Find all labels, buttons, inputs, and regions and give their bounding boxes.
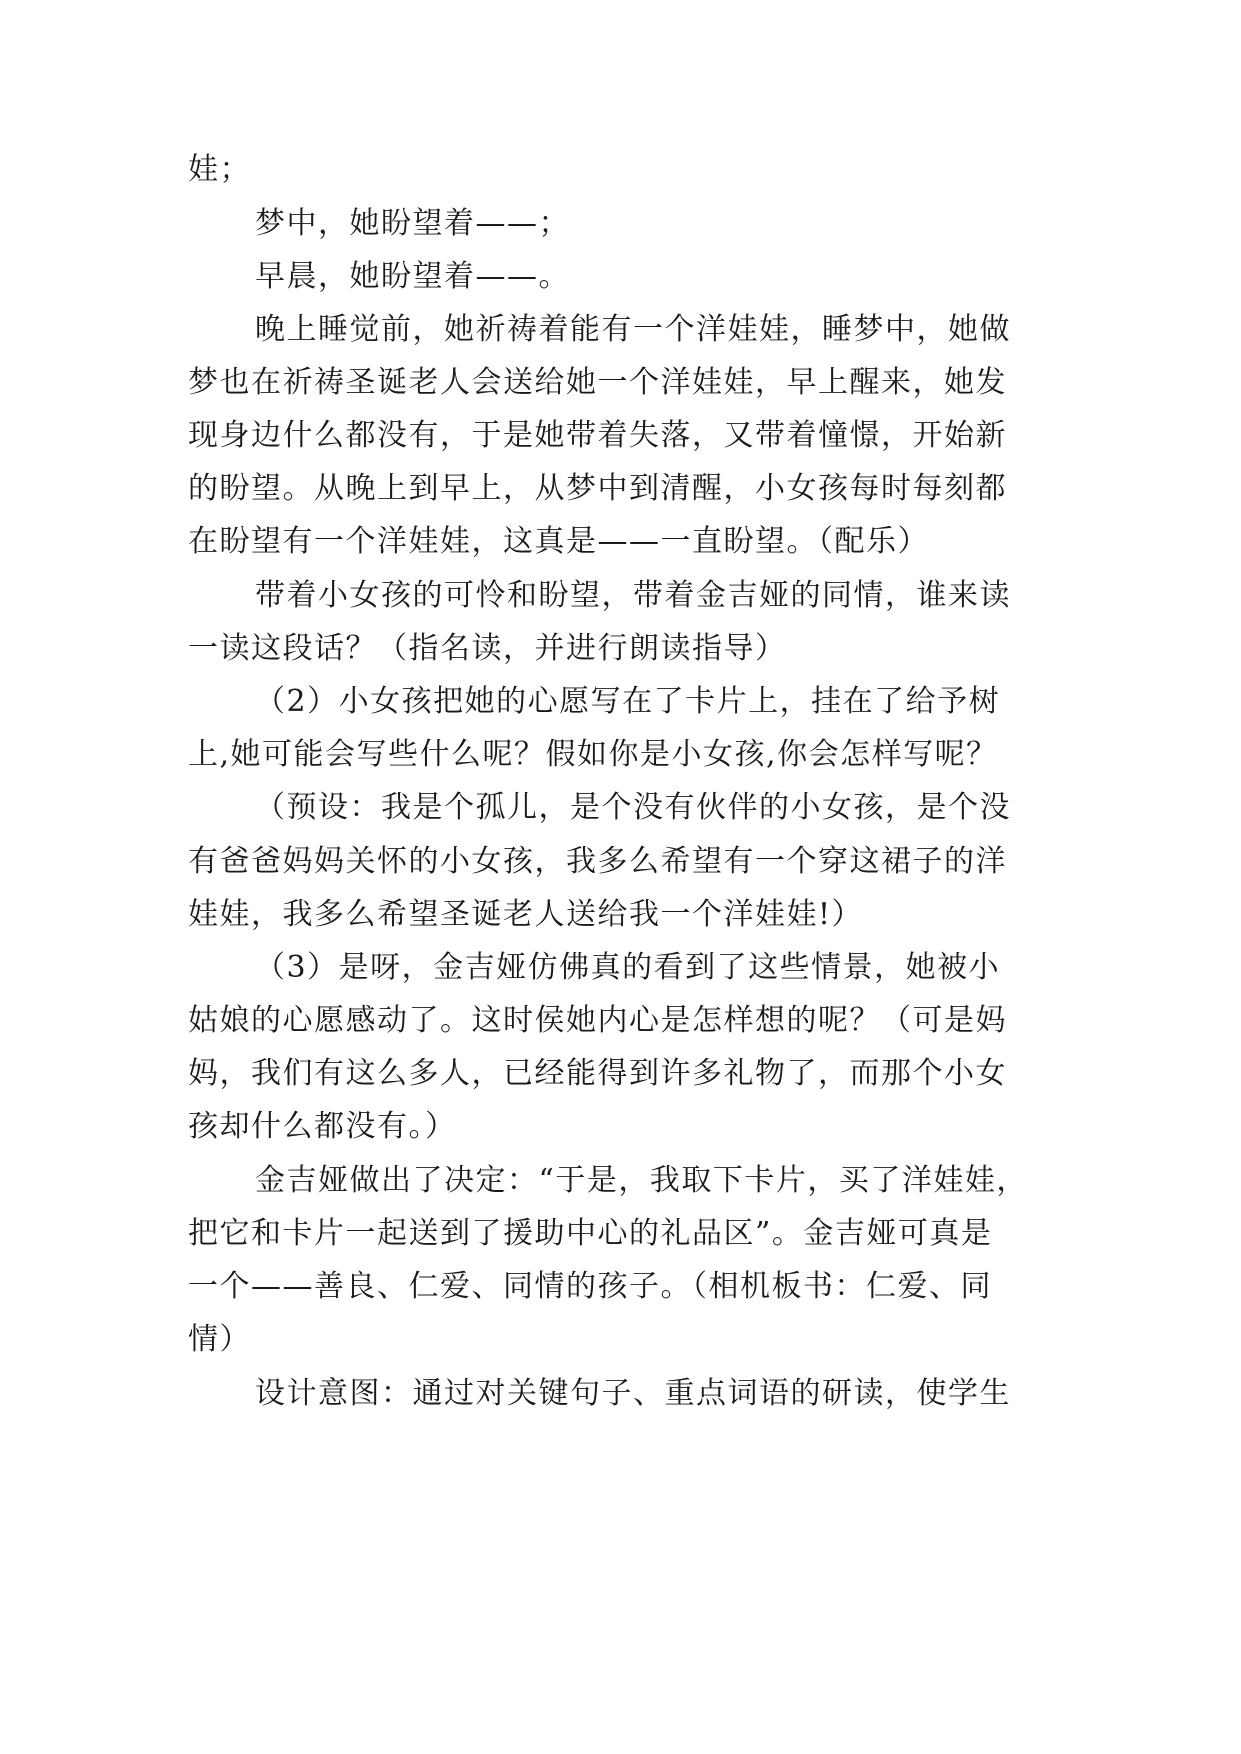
text-line: 妈，我们有这么多人，已经能得到许多礼物了，而那个小女 xyxy=(188,1056,1007,1091)
text-line: 孩却什么都没有。） xyxy=(188,1109,457,1144)
text-line: 姑娘的心愿感动了。这时侯她内心是怎样想的呢？（可是妈 xyxy=(188,1003,1007,1038)
text-line: （2）小女孩把她的心愿写在了卡片上，挂在了给予树 xyxy=(255,684,1001,719)
text-line: 娃娃，我多么希望圣诞老人送给我一个洋娃娃!） xyxy=(188,897,864,932)
text-line: 梦中，她盼望着——； xyxy=(255,206,570,241)
text-line: 梦也在祈祷圣诞老人会送给她一个洋娃娃，早上醒来，她发 xyxy=(188,365,1007,400)
text-line: 一读这段话？（指名读，并进行朗读指导） xyxy=(188,631,787,666)
text-line: 娃； xyxy=(188,152,251,187)
text-line: （预设：我是个孤儿，是个没有伙伴的小女孩，是个没 xyxy=(255,790,1011,825)
text-line: 上,她可能会写些什么呢？假如你是小女孩,你会怎样写呢？ xyxy=(188,737,998,772)
text-line: 有爸爸妈妈关怀的小女孩，我多么希望有一个穿这裙子的洋 xyxy=(188,844,1007,879)
text-line: （3）是呀，金吉娅仿佛真的看到了这些情景，她被小 xyxy=(255,950,1001,985)
text-line: 现身边什么都没有，于是她带着失落，又带着憧憬，开始新 xyxy=(188,418,1007,453)
text-line: 把它和卡片一起送到了援助中心的礼品区”。金吉娅可真是 xyxy=(188,1216,993,1251)
text-line: 金吉娅做出了决定：“于是，我取下卡片，买了洋娃娃， xyxy=(255,1163,1028,1198)
text-line: 设计意图：通过对关键句子、重点词语的研读，使学生 xyxy=(255,1376,1011,1411)
text-line: 的盼望。从晚上到早上，从梦中到清醒，小女孩每时每刻都 xyxy=(188,471,1007,506)
text-line: 早晨，她盼望着——。 xyxy=(255,259,570,294)
text-line: 晚上睡觉前，她祈祷着能有一个洋娃娃，睡梦中，她做 xyxy=(255,312,1011,347)
text-line: 在盼望有一个洋娃娃，这真是——一直盼望。（配乐） xyxy=(188,524,929,559)
text-line: 一个——善良、仁爱、同情的孩子。（相机板书：仁爱、同 xyxy=(188,1269,992,1304)
text-line: 带着小女孩的可怜和盼望，带着金吉娅的同情，谁来读 xyxy=(255,578,1011,613)
text-line: 情） xyxy=(188,1322,251,1357)
